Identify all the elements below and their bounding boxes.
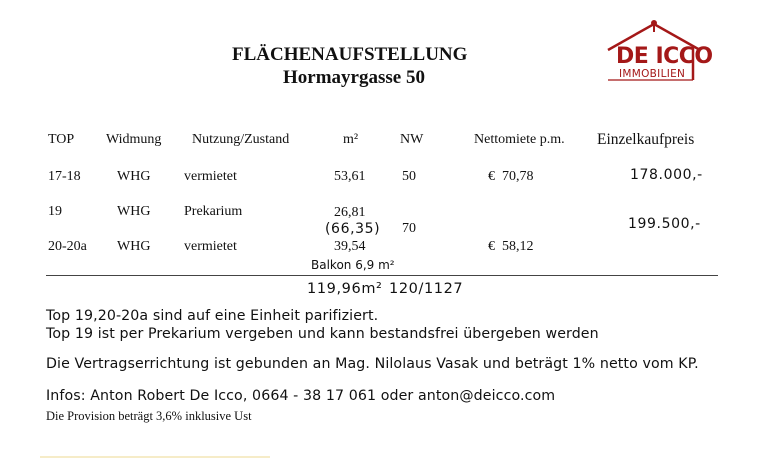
note-line: Top 19,20-20a sind auf eine Einheit parifiziert. [46, 308, 379, 324]
table-divider [46, 275, 718, 276]
cell-nutzung: vermietet [184, 169, 237, 184]
note-line: Top 19 ist per Prekarium vergeben und kann bestandsfrei übergeben werden [46, 326, 599, 342]
header-widmung: Widmung [106, 132, 162, 147]
cell-note: Balkon 6,9 m² [311, 258, 395, 272]
note-line: Die Vertragserrichtung ist gebunden an Mag. Nilolaus Vasak und beträgt 1% netto vom KP. [46, 356, 699, 372]
logo-brand: DE ICCO [616, 44, 713, 69]
page-title: FLÄCHENAUFSTELLUNG [232, 44, 468, 65]
total-m2: 119,96m² [307, 281, 383, 297]
contact-line: Infos: Anton Robert De Icco, 0664 - 38 17 061 oder anton@deicco.com [46, 388, 556, 404]
company-logo [606, 18, 713, 82]
header-nutzung: Nutzung/Zustand [192, 132, 290, 147]
cell-top: 19 [48, 204, 62, 219]
cell-preis: 199.500,- [628, 216, 701, 232]
commission-line: Die Provision beträgt 3,6% inklusive Ust [46, 409, 252, 423]
cell-widmung: WHG [117, 204, 151, 219]
decorative-line [40, 456, 270, 458]
cell-nutzung: Prekarium [184, 204, 243, 219]
cell-widmung: WHG [117, 239, 151, 254]
page-subtitle: Hormayrgasse 50 [283, 67, 425, 88]
header-miete: Nettomiete p.m. [474, 132, 565, 147]
cell-miete: € 58,12 [488, 239, 534, 254]
cell-widmung: WHG [117, 169, 151, 184]
cell-m2: 53,61 [334, 169, 366, 184]
header-nw: NW [400, 132, 424, 147]
cell-m2-combined: (66,35) [325, 221, 381, 237]
cell-top: 17-18 [48, 169, 81, 184]
header-preis: Einzelkaufpreis [597, 131, 695, 148]
header-top: TOP [48, 132, 75, 147]
cell-m2: 26,81 [334, 205, 366, 220]
cell-preis: 178.000,- [630, 167, 703, 183]
header-m2: m² [343, 132, 359, 147]
logo-subtext: IMMOBILIEN [619, 68, 686, 80]
cell-nw: 50 [402, 169, 416, 184]
cell-nutzung: vermietet [184, 239, 237, 254]
cell-miete: € 70,78 [488, 169, 534, 184]
total-nw: 120/1127 [389, 281, 464, 297]
cell-top: 20-20a [48, 239, 87, 254]
cell-nw: 70 [402, 221, 416, 236]
cell-m2: 39,54 [334, 239, 366, 254]
